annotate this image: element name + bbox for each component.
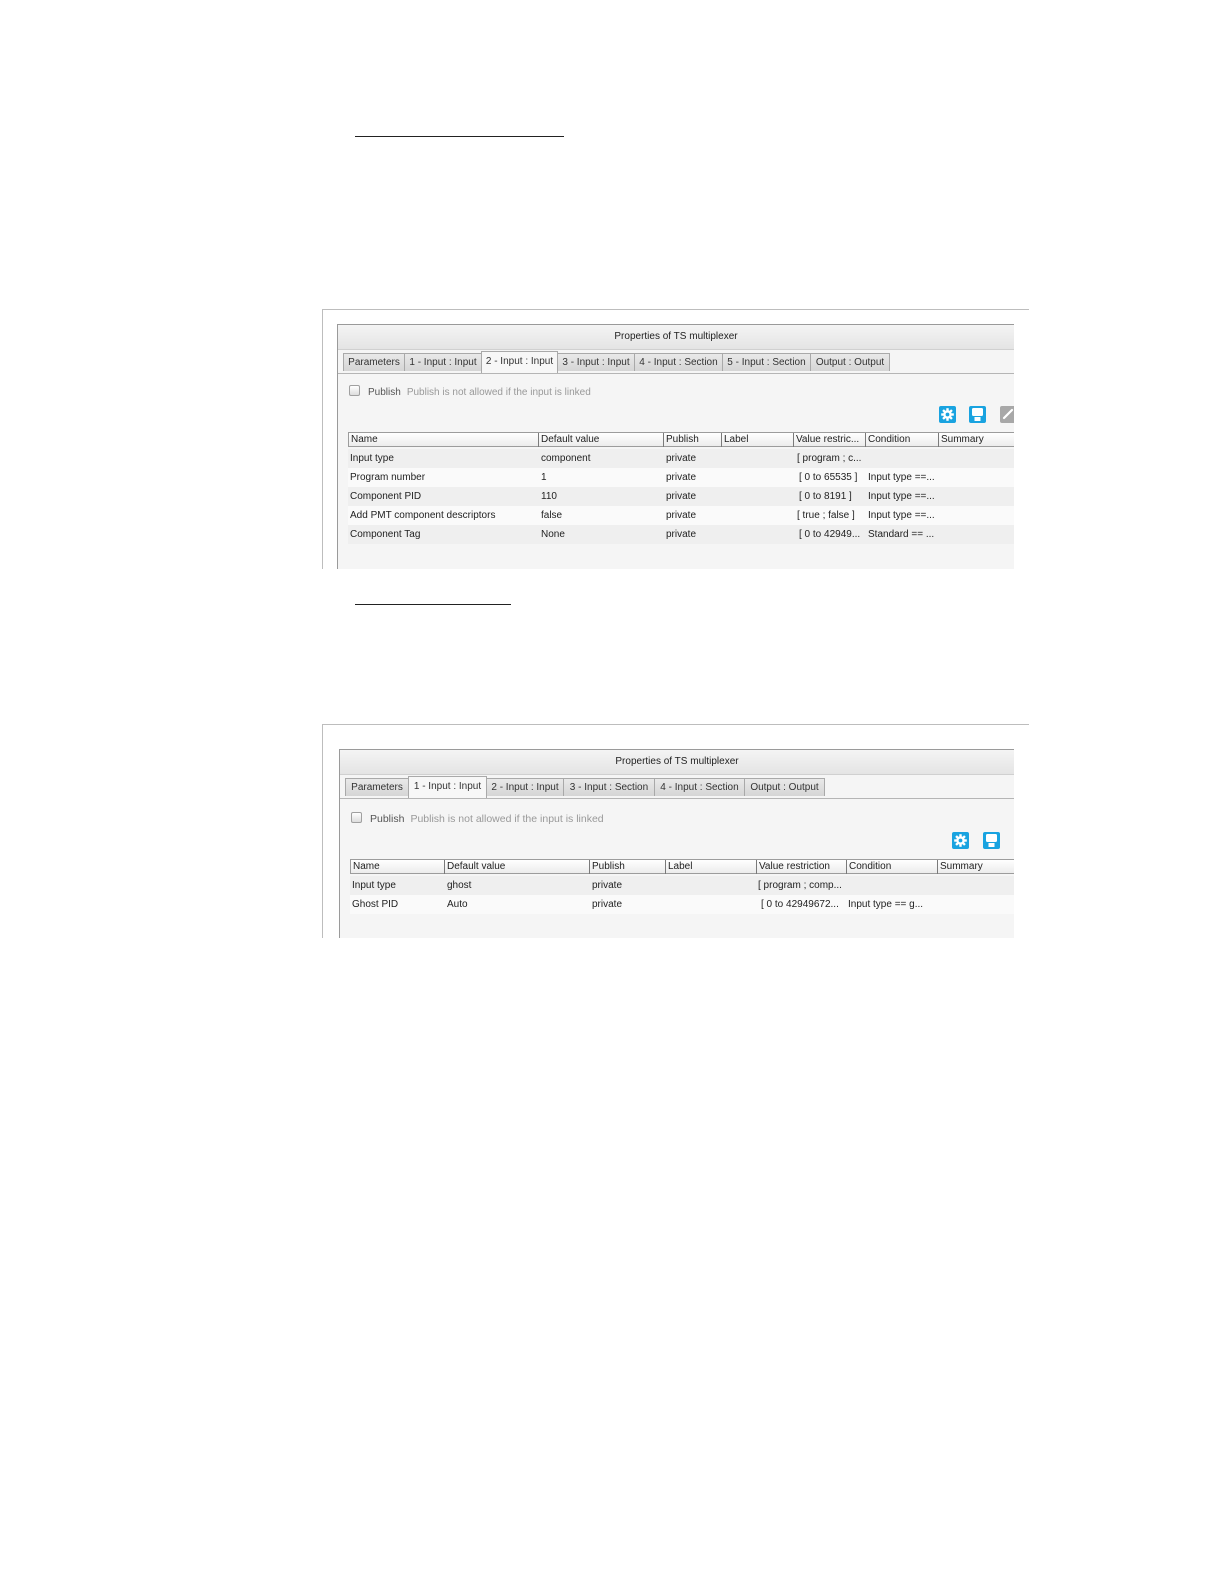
col-name[interactable]: Name <box>351 434 378 445</box>
cell-value-restriction: [ 0 to 42949... <box>799 529 861 540</box>
heading-underline-2 <box>355 604 511 605</box>
table-row[interactable] <box>348 525 1014 544</box>
screenshot-panel-2 <box>322 724 1029 938</box>
cell-name: Component PID <box>350 491 422 502</box>
cell-summary <box>938 895 1014 914</box>
cell-name: Add PMT component descriptors <box>350 510 496 521</box>
tab-divider <box>338 373 1014 374</box>
publish-checkbox[interactable] <box>349 385 360 396</box>
cell-name: Program number <box>350 472 426 483</box>
col-value-restriction[interactable]: Value restriction <box>756 860 847 874</box>
cell-summary <box>939 449 1012 468</box>
tab-input-4-section[interactable]: 4 - Input : Section <box>654 778 745 796</box>
cell-summary <box>939 468 1012 487</box>
cell-label <box>722 449 793 468</box>
cell-publish: private <box>666 529 697 540</box>
cell-summary <box>939 487 1012 506</box>
properties-window-1 <box>337 324 1014 569</box>
window-title: Properties of TS multiplexer <box>338 325 1014 350</box>
cell-name: Input type <box>352 880 396 891</box>
cell-label <box>722 487 793 506</box>
cell-default-value: Auto <box>447 899 468 910</box>
cell-condition: Standard == ... <box>868 529 935 540</box>
cell-condition <box>846 876 937 895</box>
cell-name: Input type <box>350 453 394 464</box>
cell-default-value: false <box>541 510 563 521</box>
cell-label <box>666 895 756 914</box>
cell-default-value: 110 <box>541 491 557 502</box>
cell-summary <box>939 506 1012 525</box>
col-condition[interactable]: Condition <box>865 433 939 447</box>
window-title: Properties of TS multiplexer <box>340 750 1014 775</box>
cell-default-value: component <box>541 453 591 464</box>
publish-hint: Publish is not allowed if the input is linked <box>410 813 604 825</box>
tab-input-3-section[interactable]: 3 - Input : Section <box>563 778 655 796</box>
cell-value-restriction: [ program ; c... <box>797 453 862 464</box>
col-publish[interactable]: Publish <box>663 433 722 447</box>
screenshot-panel-1 <box>322 309 1029 569</box>
link-icon[interactable] <box>1000 406 1014 423</box>
cell-value-restriction: [ program ; comp... <box>758 880 842 891</box>
cell-publish: private <box>592 880 623 891</box>
tab-input-2[interactable]: 2 - Input : Input <box>481 351 558 373</box>
tab-input-3[interactable]: 3 - Input : Input <box>557 353 635 371</box>
settings-icon[interactable] <box>939 406 956 423</box>
tab-input-1[interactable]: 1 - Input : Input <box>404 353 482 371</box>
cell-summary <box>939 525 1012 544</box>
user-icon[interactable] <box>969 406 986 423</box>
table-row[interactable] <box>350 895 1014 914</box>
cell-default-value: None <box>541 529 565 540</box>
cell-publish: private <box>666 453 697 464</box>
tab-divider <box>340 798 1014 799</box>
col-publish[interactable]: Publish <box>589 860 666 874</box>
tab-input-2[interactable]: 2 - Input : Input <box>486 778 564 796</box>
heading-underline-1 <box>355 136 564 137</box>
publish-checkbox[interactable] <box>351 812 362 823</box>
table-header <box>350 859 1014 874</box>
cell-publish: private <box>666 510 697 521</box>
cell-default-value: 1 <box>541 472 547 483</box>
table-row[interactable] <box>348 449 1014 468</box>
col-default-value[interactable]: Default value <box>444 860 590 874</box>
tab-input-5-section[interactable]: 5 - Input : Section <box>722 353 811 371</box>
cell-name: Component Tag <box>350 529 421 540</box>
table-row[interactable] <box>348 468 1014 487</box>
tab-output[interactable]: Output : Output <box>810 353 890 371</box>
col-value-restriction[interactable]: Value restric... <box>793 433 866 447</box>
publish-label: Publish <box>370 813 405 825</box>
cell-label <box>722 468 793 487</box>
table-row[interactable] <box>348 487 1014 506</box>
properties-window-2 <box>339 749 1014 938</box>
cell-publish: private <box>666 491 697 502</box>
cell-label <box>722 525 793 544</box>
tab-input-1[interactable]: 1 - Input : Input <box>408 776 487 798</box>
publish-row <box>349 385 591 399</box>
cell-label <box>722 506 793 525</box>
cell-condition: Input type ==... <box>868 472 935 483</box>
cell-label <box>666 876 756 895</box>
cell-condition: Input type == g... <box>848 899 924 910</box>
tab-parameters[interactable]: Parameters <box>345 778 409 796</box>
publish-hint: Publish is not allowed if the input is linked <box>406 387 591 398</box>
publish-row <box>351 812 604 826</box>
user-icon[interactable] <box>983 832 1000 849</box>
cell-publish: private <box>666 472 697 483</box>
cell-value-restriction: [ 0 to 42949672... <box>761 899 839 910</box>
col-summary[interactable]: Summary <box>938 433 1013 447</box>
table-row[interactable] <box>348 506 1014 525</box>
table-row[interactable] <box>350 876 1014 895</box>
cell-condition: Input type ==... <box>868 491 935 502</box>
col-name[interactable]: Name <box>353 861 380 872</box>
col-summary[interactable]: Summary <box>937 860 1014 874</box>
tab-parameters[interactable]: Parameters <box>343 353 405 371</box>
col-default-value[interactable]: Default value <box>538 433 664 447</box>
cell-summary <box>938 876 1014 895</box>
table-header <box>348 432 1014 447</box>
col-label[interactable]: Label <box>665 860 757 874</box>
cell-value-restriction: [ 0 to 8191 ] <box>799 491 852 502</box>
tab-input-4-section[interactable]: 4 - Input : Section <box>634 353 723 371</box>
cell-condition: Input type ==... <box>868 510 935 521</box>
col-condition[interactable]: Condition <box>846 860 938 874</box>
col-label[interactable]: Label <box>721 433 794 447</box>
publish-label: Publish <box>368 387 401 398</box>
tab-output[interactable]: Output : Output <box>744 778 825 796</box>
cell-default-value: ghost <box>447 880 472 891</box>
cell-publish: private <box>592 899 623 910</box>
cell-value-restriction: [ 0 to 65535 ] <box>799 472 858 483</box>
settings-icon[interactable] <box>952 832 969 849</box>
cell-name: Ghost PID <box>352 899 399 910</box>
cell-condition <box>866 449 938 468</box>
cell-value-restriction: [ true ; false ] <box>797 510 855 521</box>
